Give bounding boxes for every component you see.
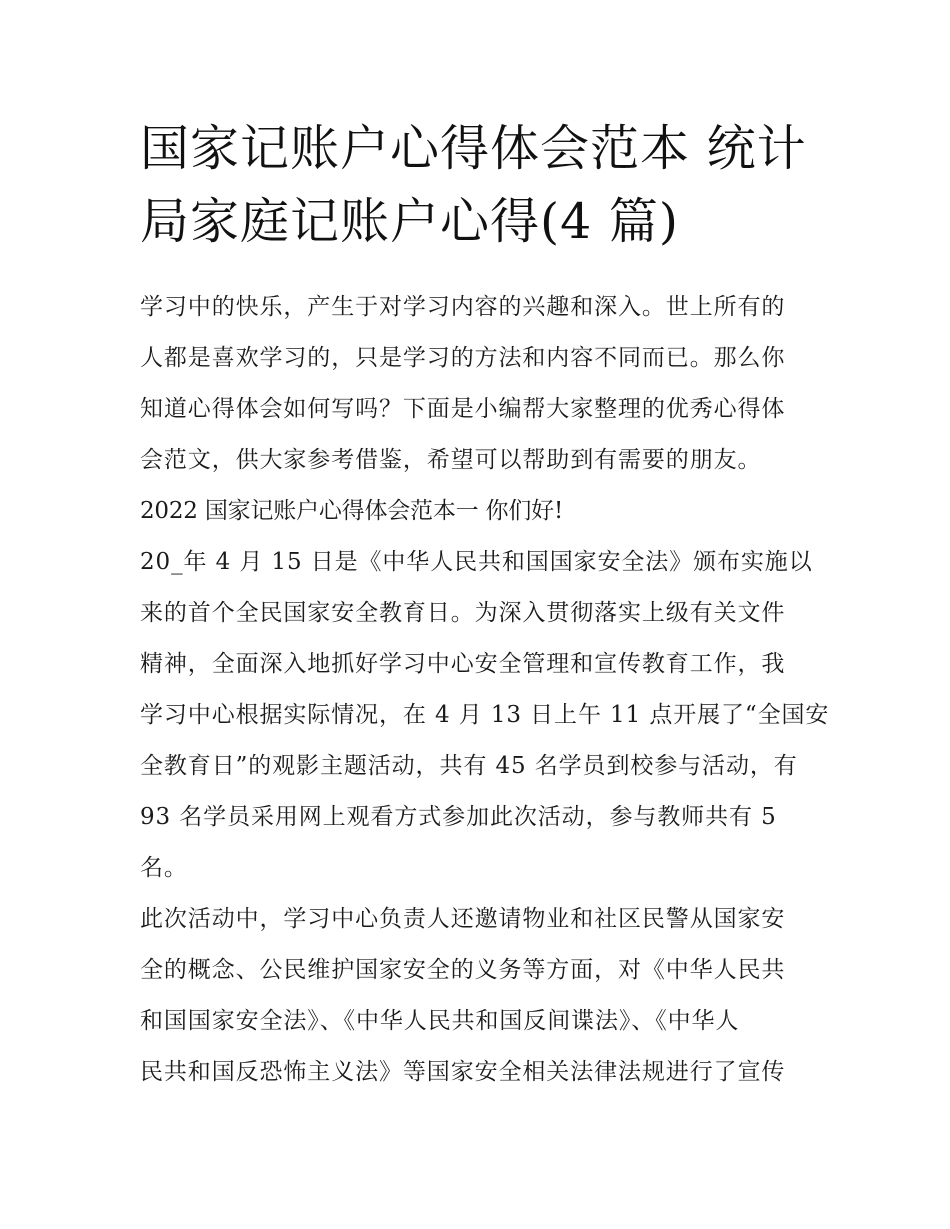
text-line: 学习中的快乐，产生于对学习内容的兴趣和深入。世上所有的 (140, 294, 786, 320)
text-line: 名。 (140, 855, 188, 881)
text-line: 精神，全面深入地抓好学习中心安全管理和宣传教育工作，我 (140, 651, 786, 677)
text-line: 全教育日”的观影主题活动，共有 45 名学员到校参与活动，有 (140, 753, 798, 779)
text-line: 人都是喜欢学习的，只是学习的方法和内容不同而已。那么你 (140, 345, 786, 371)
text-line: 全的概念、公民维护国家安全的义务等方面，对《中华人民共 (140, 957, 786, 983)
text-line: 此次活动中，学习中心负责人还邀请物业和社区民警从国家安 (140, 906, 786, 932)
title-line: 国家记账户心得体会范本 统计 (140, 120, 807, 177)
text-line: 学习中心根据实际情况，在 4 月 13 日上午 11 点开展了“全国安 (140, 702, 830, 728)
section-heading-paragraph (140, 486, 812, 537)
text-line: 来的首个全民国家安全教育日。为深入贯彻落实上级有关文件 (140, 600, 786, 626)
document-body (140, 282, 830, 1098)
text-line: 20_年 4 月 15 日是《中华人民共和国国家安全法》颁布实施以 (140, 549, 813, 575)
text-line: 和国国家安全法》、《中华人民共和国反间谍法》、《中华人 (140, 1008, 740, 1034)
body-paragraph (140, 894, 812, 1098)
text-line: 民共和国反恐怖主义法》等国家安全相关法律法规进行了宣传 (140, 1059, 786, 1085)
text-line: 知道心得体会如何写吗？下面是小编帮大家整理的优秀心得体 (140, 396, 786, 422)
text-line: 93 名学员采用网上观看方式参加此次活动，参与教师共有 5 (140, 804, 777, 830)
intro-paragraph (140, 282, 812, 486)
document-title (140, 112, 812, 258)
title-line: 局家庭记账户心得(4 篇) (140, 193, 679, 250)
document-page (140, 112, 830, 1098)
text-line: 2022 国家记账户心得体会范本一 你们好! (140, 498, 563, 524)
body-paragraph (140, 537, 830, 894)
text-line: 会范文，供大家参考借鉴，希望可以帮助到有需要的朋友。 (140, 447, 762, 473)
